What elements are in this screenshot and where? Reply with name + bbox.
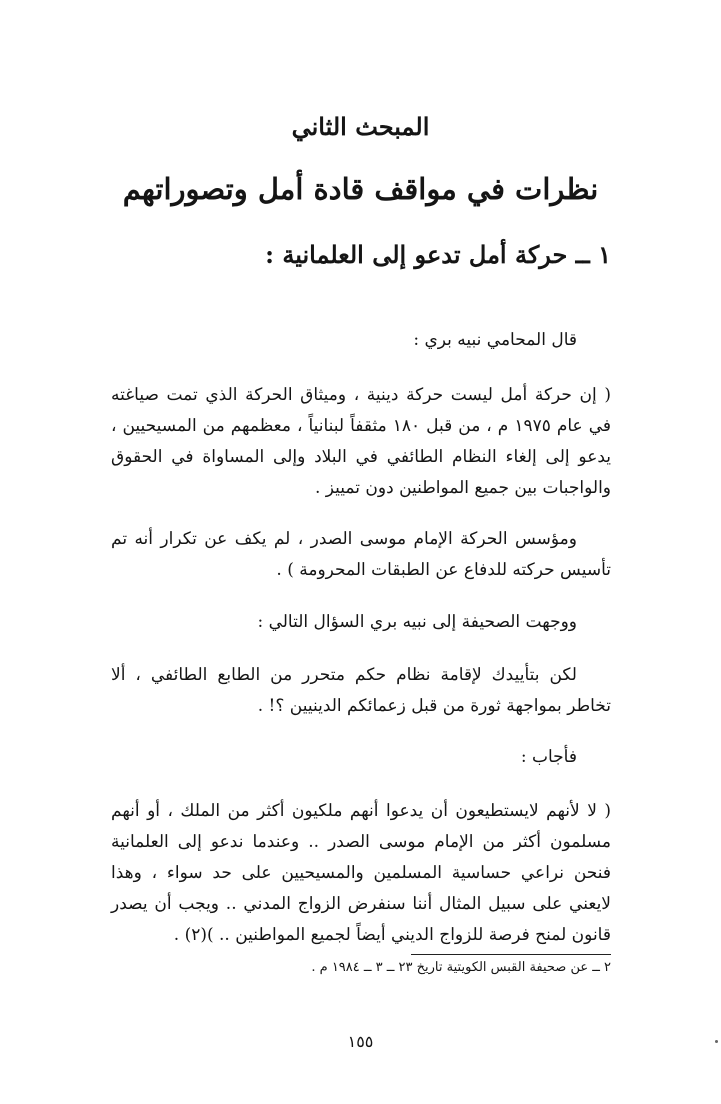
paragraph-3: ومؤسس الحركة الإمام موسى الصدر ، لم يكف عن تكرار أنه تم تأسيس حركته للدفاع عن الطبقات المحرومة ) . (111, 529, 611, 580)
subheading: ١ ــ حركة أمل تدعو إلى العلمانية : (265, 240, 611, 269)
paragraph-4: ووجهت الصحيفة إلى نبيه بري السؤال التالي : (257, 612, 577, 632)
scan-mark (715, 1040, 718, 1043)
paragraph-7: ( لا لأنهم لايستطيعون أن يدعوا أنهم ملكيون أكثر من الملك ، أو أنهم مسلمون أكثر من الإمام موسى الصدر .. وعندما ندعو إلى العلمانية فنحن نراعي حساسية المسلمين والمسيحيين على حد سواء ، وهذا لايعني على سبيل المثال أننا سنفرض الزواج المدني .. ويجب أن يصدر قانون لمنح فرصة للزواج الديني أيضاً لجميع المواطنين .. )(٢) . (111, 801, 611, 945)
footnote-divider (411, 954, 611, 955)
page-title: نظرات في مواقف قادة أمل وتصوراتهم (122, 172, 599, 206)
paragraph-5: لكن بتأييدك لإقامة نظام حكم متحرر من الطابع الطائفي ، ألا تخاطر بمواجهة ثورة من قبل زعمائكم الدينيين ؟! . (111, 665, 611, 716)
paragraph-2: ( إن حركة أمل ليست حركة دينية ، وميثاق الحركة الذي تمت صياغته في عام ١٩٧٥ م ، من قبل ١٨٠ مثقفاً لبنانياً ، معظمهم من المسيحيين ، يدعو إلى إلغاء النظام الطائفي في البلاد وإلى المساواة في الحقوق والواجبات بين جميع المواطنين دون تمييز . (111, 385, 611, 498)
section-heading: المبحث الثاني (291, 112, 430, 141)
footnote: ٢ ــ عن صحيفة القبس الكويتية تاريخ ٢٣ ــ ٣ ــ ١٩٨٤ م . (311, 960, 611, 975)
page-number: ١٥٥ (347, 1032, 374, 1051)
paragraph-6: فأجاب : (520, 747, 577, 767)
paragraph-1: قال المحامي نبيه بري : (413, 330, 577, 350)
